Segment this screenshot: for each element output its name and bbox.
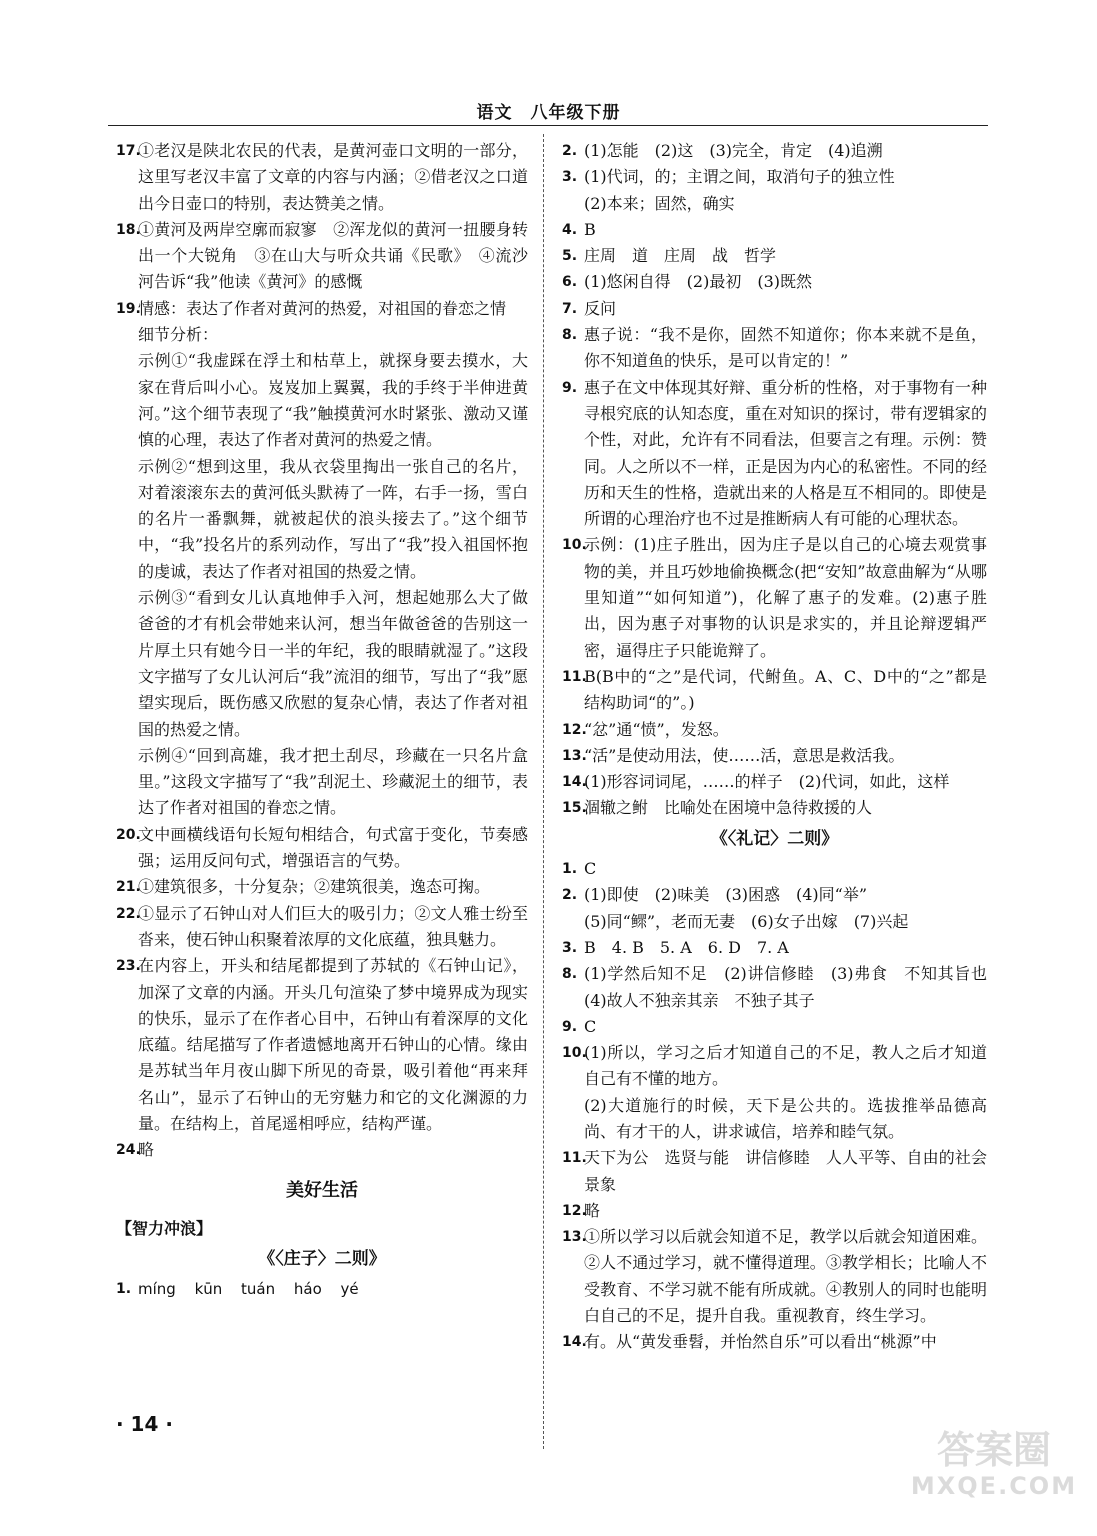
answer-item: 2. (1)怎能 (2)这 (3)完全，肯定 (4)追溯 (562, 141, 883, 160)
answer-item: 3. B 4. B 5. A 6. D 7. A (562, 937, 789, 957)
answer-item: 7. 反问 (562, 298, 617, 318)
answer-item-21: 21. ①建筑很多，十分复杂；②建筑很美，逸态可掬。 (116, 877, 491, 897)
answer-item-continuation: (5)同“鳏”，老而无妻 (6)女子出嫁 (7)兴起 (584, 911, 909, 931)
answer-item: 5. 庄周 道 庄周 战 哲学 (562, 246, 777, 266)
answer-item: 13. ①所以学习以后就会知道不足，教学以后就会知道困难。②人不通过学习，就不懂得道理。③教学相长；比喻人不受教育、不学习就不能有所成就。④教别人的同时也能明白自己的不足，提升自我。重视教育，终生学习。 (562, 1227, 987, 1326)
answer-item-19: 19. 情感：表达了作者对黄河的热爱，对祖国的眷恋之情 细节分析： 示例①“我虚踩在浮土和枯草上，就探身要去摸水，大家在背后叫小心。岌岌加上翼翼，我的手终于半伸进黄河。”这个细节表现了“我”触摸黄河水时紧张、激动又谨慎的心理，表达了作者对黄河的热爱之情。 示例②“想到这里，我从衣袋里掏出一张自己的名片，对着滚滚东去的黄河低头默祷了一阵，右手一扬，雪白的名片一番飘舞，就被起伏的浪头接去了。”这个细节中，“我”投名片的系列动作，写出了“我”投入祖国怀抱的虔诚，表达了作者对祖国的热爱之情。 示例③“看到女儿认真地伸手入河，想起她那么大了做爸爸的才有机会带她来认河，想当年做爸爸的告别这一片厚土只有她今日一半的年纪，我的眼睛就湿了。”这段文字描写了女儿认河后“我”流泪的细节，写出了“我”愿望实现后，既伤感又欣慰的复杂心情，表达了作者对祖国的热爱之情。 示例④“回到高雄，我才把土刮尽，珍藏在一只名片盒里。”这段文字描写了“我”刮泥土、珍藏泥土的细节，表达了作者对祖国的眷恋之情。 (116, 296, 528, 822)
answer-item: 1. C (562, 859, 597, 879)
page-number: · 14 · (116, 1412, 173, 1436)
watermark-url: MXQE.COM (910, 1472, 1078, 1500)
answer-item: 14. 有。从“黄发垂髫，并怡然自乐”可以看出“桃源”中 (562, 1332, 937, 1352)
answer-19-subheading: 细节分析： (138, 325, 219, 345)
answer-item: 10. 示例：(1)庄子胜出，因为庄子是以自己的心境去观赏事物的美，并且巧妙地偷换概念(把“安知”故意曲解为“从哪里知道”“如何知道”)，化解了惠子的发难。(2)惠子胜出，因为惠子对事物的认识是求实的，并且论辩逻辑严密，逼得庄子只能诡辩了。 (562, 535, 987, 660)
answer-item: 11. B(B中的“之”是代词，代鲋鱼。A、C、D中的“之”都是结构助词“的”。) (562, 666, 987, 713)
answer-item-17: 17. ①老汉是陕北农民的代表，是黄河壶口文明的一部分，这里写老汉丰富了文章的内容与内涵；②借老汉之口道出今日壶口的特别，表达赞美之情。 (116, 141, 528, 213)
answer-item-23: 23. 在内容上，开头和结尾都提到了苏轼的《石钟山记》，加深了文章的内涵。开头几句渲染了梦中境界成为现实的快乐，显示了在作者心目中，石钟山有着深厚的文化底蕴。结尾描写了作者遗憾地离开石钟山的心情。缘由是苏轼当年月夜山脚下所见的奇景，吸引着他“再来拜名山”，显示了石钟山的无穷魅力和它的文化渊源的力量。在结构上，首尾遥相呼应，结构严谨。 (116, 956, 528, 1133)
answer-item: 8. 惠子说：“我不是你，固然不知道你；你本来就不是鱼，你不知道鱼的快乐，是可以肯定的！” (562, 325, 987, 371)
answer-item: 12. 略 (562, 1200, 601, 1220)
answer-item: 10. (1)所以，学习之后才知道自己的不足，教人之后才知道自己有不懂的地方。 (562, 1043, 987, 1089)
answer-item: 15. 涸辙之鲋 比喻处在困境中急待救援的人 (562, 798, 873, 818)
answer-item-24: 24. 略 (116, 1140, 155, 1160)
answer-item-18: 18. ①黄河及两岸空廓而寂寥 ②浑龙似的黄河一扭腰身转出一个大锐角 ③在山大与听众共诵《民歌》 ④流沙河告诉“我”他读《黄河》的感慨 (116, 219, 528, 292)
answer-19-example-3: 示例③“看到女儿认真地伸手入河，想起她那么大了做爸爸的才有机会带她来认河，想当年做爸爸的告别这一片厚土只有她今日一半的年纪，我的眼睛就湿了。”这段文字描写了女儿认河后“我”流泪的细节，写出了“我”愿望实现后，既伤感又欣慰的复杂心情，表达了作者对祖国的热爱之情。 (138, 588, 528, 739)
section-title: 美好生活 (286, 1179, 358, 1201)
section-tag: 【智力冲浪】 (116, 1218, 213, 1238)
answer-19-example-2: 示例②“想到这里，我从衣袋里掏出一张自己的名片，对着滚滚东去的黄河低头默祷了一阵，右手一扬，雪白的名片一番飘舞，就被起伏的浪头接去了。”这个细节中，“我”投名片的系列动作，写出了“我”投入祖国怀抱的虔诚，表达了作者对祖国的热爱之情。 (138, 456, 528, 581)
answer-item-continuation: (2)本来；固然，确实 (584, 193, 735, 213)
answer-item: 6. (1)悠闲自得 (2)最初 (3)既然 (562, 272, 812, 292)
running-header: 语文 八年级下册 (476, 103, 621, 123)
answer-item-20: 20. 文中画横线语句长短句相结合，句式富于变化，节奏感强；运用反问句式，增强语言的气势。 (116, 824, 528, 871)
answer-item-continuation: (2)大道施行的时候，天下是公共的。选拔推举品德高尚、有才干的人，讲求诚信，培养和睦气氛。 (584, 1095, 987, 1141)
answer-item: 9. C (562, 1016, 597, 1036)
header-rule (108, 125, 988, 126)
column-divider (543, 134, 544, 1449)
watermark-logo (909, 1428, 1079, 1508)
answer-item-1-pinyin: 1. míng kūn tuán háo yé (116, 1280, 359, 1299)
watermark-text: 答案圈 (936, 1428, 1051, 1472)
answer-item: 13. “活”是使动用法，使……活，意思是救活我。 (562, 745, 905, 765)
left-column (116, 138, 528, 1303)
answer-item: 8. (1)学然后知不足 (2)讲信修睦 (3)弗食 不知其旨也 (4)故人不独亲其亲 不独子其子 (562, 964, 1004, 1010)
answer-item: 3. (1)代词，的；主谓之间，取消句子的独立性 (562, 167, 895, 187)
answer-item: 14. (1)形容词词尾，……的样子 (2)代词，如此，这样 (562, 772, 950, 792)
answer-item: 9. 惠子在文中体现其好辩、重分析的性格，对于事物有一种寻根究底的认知态度，重在对知识的探讨，带有逻辑家的个性，对此，允许有不同看法，但要言之有理。示例：赞同。人之所以不一样，正是因为内心的私密性。不同的经历和天生的性格，造就出来的人格是互不相同的。即使是所谓的心理治疗也不过是推断病人有可能的心理状态。 (562, 377, 987, 529)
answer-19-example-1: 示例①“我虚踩在浮土和枯草上，就探身要去摸水，大家在背后叫小心。岌岌加上翼翼，我的手终于半伸进黄河。”这个细节表现了“我”触摸黄河水时紧张、激动又谨慎的心理，表达了作者对黄河的热爱之情。 (138, 351, 528, 450)
answer-item: 11. 天下为公 选贤与能 讲信修睦 人人平等、自由的社会景象 (562, 1148, 987, 1194)
subsection-title-liji: 《〈礼记〉二则》 (710, 828, 839, 849)
answer-item: 2. (1)即使 (2)味美 (3)困惑 (4)同“举” (562, 885, 868, 905)
subsection-title-zhuangzi: 《〈庄子〉二则》 (258, 1249, 386, 1270)
right-column (562, 138, 1004, 1356)
answer-19-example-4: 示例④“回到高雄，我才把土刮尽，珍藏在一只名片盒里。”这段文字描写了“我”刮泥土、珍藏泥土的细节，表达了作者对祖国的眷恋之情。 (138, 745, 528, 818)
answer-item-22: 22. ①显示了石钟山对人们巨大的吸引力；②文人雅士纷至沓来，使石钟山积聚着浓厚的文化底蕴，独具魅力。 (116, 903, 528, 949)
answer-item: 4. B (562, 219, 596, 239)
answer-item: 12. “忿”通“愤”，发怒。 (562, 719, 729, 739)
